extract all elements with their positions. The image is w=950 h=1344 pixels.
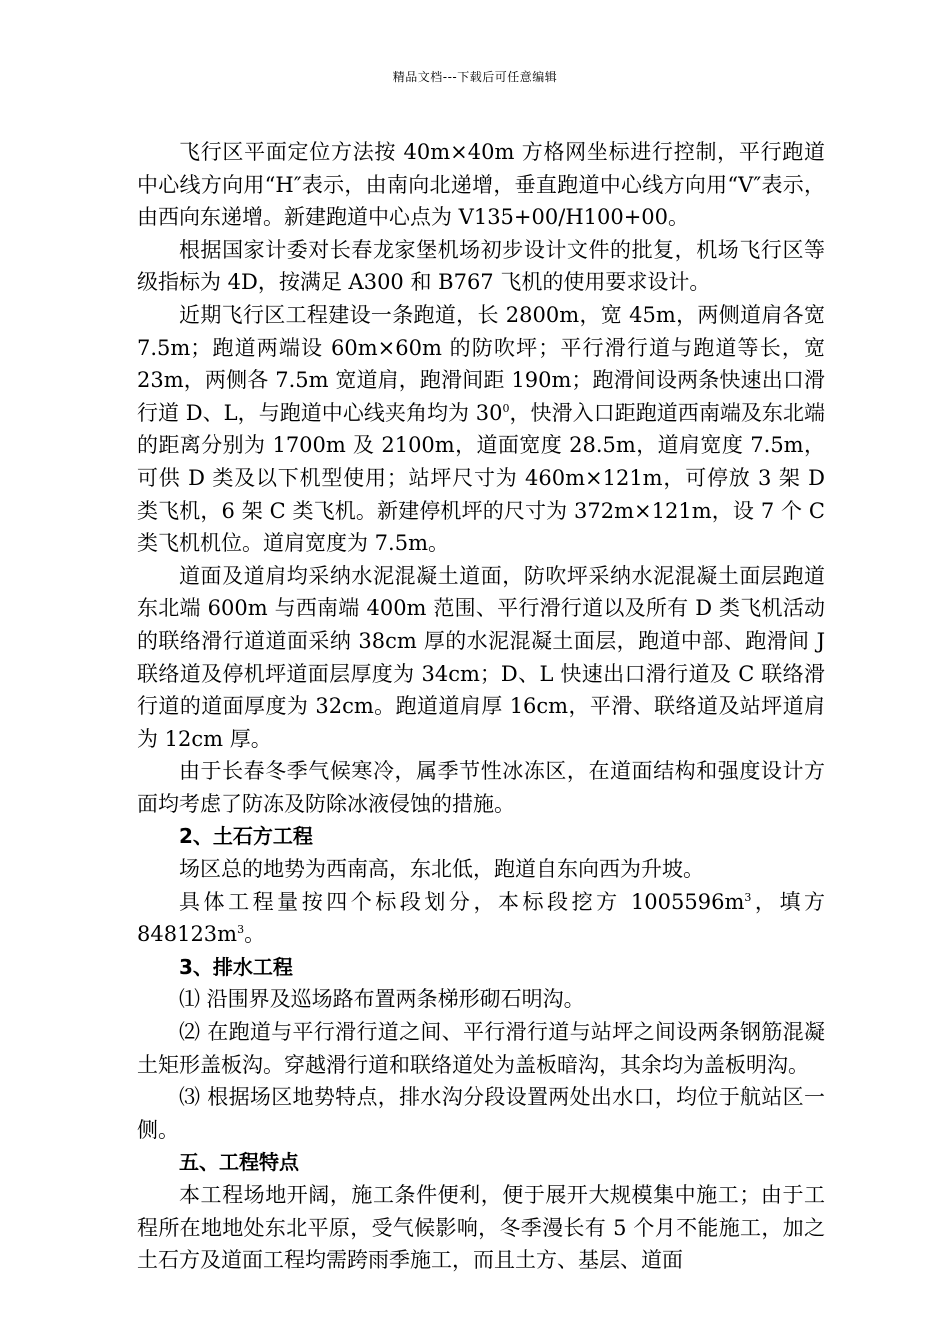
page-header: 精品文档---下载后可任意编辑 — [392, 70, 558, 84]
paragraph-terrain: 场区总的地势为西南高，东北低，跑道自东向西为升坡。 — [179, 857, 704, 882]
text-span: 。 — [244, 922, 266, 947]
text-span: ，填方 848123m — [137, 889, 825, 947]
paragraph-drainage-1: ⑴ 沿围界及巡场路布置两条梯形砌石明沟。 — [179, 987, 585, 1012]
text-span: ，快滑入口距跑道西南端及东北端的距离分别为 1700m 及 2100m，道面宽度 28.5m，道肩宽度 7.5m，可供 D 类及以下机型使用；站坪尺寸为 460m×121m，可停放 3 架 D 类飞机，6 架 C 类飞机。新建停机坪的尺寸为 372m×121m，设 7 个 C 类飞机机位。道肩宽度为 7.5m。 — [137, 400, 826, 556]
paragraph-airfield-grade: 根据国家计委对长春龙家堡机场初步设计文件的批复，机场飞行区等级指标为 4D，按满足 A300 和 B767 飞机的使用要求设计。 — [137, 237, 825, 295]
paragraph-quantities — [137, 886, 825, 951]
paragraph-drainage-2: ⑵ 在跑道与平行滑行道之间、平行滑行道与站坪之间设两条钢筋混凝土矩形盖板沟。穿越滑行道和联络道处为盖板暗沟，其余均为盖板明沟。 — [137, 1020, 825, 1077]
superscript: 3 — [744, 890, 752, 904]
section-heading-drainage: 3、排水工程 — [179, 954, 293, 979]
text-span: 具体工程量按四个标段划分，本标段挖方 1005596m — [179, 889, 745, 914]
document-body — [137, 136, 825, 1277]
paragraph-frost: 由于长春冬季气候寒冷，属季节性冰冻区，在道面结构和强度设计方面均考虑了防冻及防除冰液侵蚀的措施。 — [137, 759, 825, 816]
paragraph-coordinates: 飞行区平面定位方法按 40m×40m 方格网坐标进行控制，平行跑道中心线方向用“H″表示，由南向北递增，垂直跑道中心线方向用“V″表示，由西向东递增。新建跑道中心点为 V135+00/H100+00。 — [137, 140, 825, 230]
paragraph-pavement: 道面及道肩均采纳水泥混凝土道面，防吹坪采纳水泥混凝土面层跑道东北端 600m 与西南端 400m 范围、平行滑行道以及所有 D 类飞机活动的联络滑行道道面采纳 38cm 厚的水泥混凝土面层，跑道中部、跑滑间 J 联络道及停机坪道面层厚度为 34cm；D、L 快速出口滑行道及 C 联络滑行道的道面厚度为 32cm。跑道道肩厚 16cm，平滑、联络道及站坪道肩为 12cm 厚。 — [137, 563, 825, 751]
text-span: 近期飞行区工程建设一条跑道，长 2800m，宽 45m，两侧道肩各宽 7.5m；跑道两端设 60m×60m 的防吹坪；平行滑行道与跑道等长，宽 23m，两侧各 7.5m 宽道肩，跑滑间距 190m；跑滑间设两条快速出口滑行道 D、L，与跑道中心线夹角均为 30 — [137, 302, 825, 425]
superscript: 3 — [237, 923, 245, 937]
paragraph-drainage-3: ⑶ 根据场区地势特点，排水沟分段设置两处出水口，均位于航站区一侧。 — [137, 1085, 825, 1142]
superscript: 0 — [502, 401, 510, 415]
section-heading-features: 五、工程特点 — [179, 1150, 299, 1175]
paragraph-features: 本工程场地开阔，施工条件便利，便于展开大规模集中施工；由于工程所在地地处东北平原，受气候影响，冬季漫长有 5 个月不能施工，加之土石方及道面工程均需跨雨季施工，而且土方、基层、道面 — [137, 1183, 825, 1273]
paragraph-runway-specs — [137, 299, 825, 560]
section-heading-earthwork: 2、土石方工程 — [179, 824, 313, 849]
